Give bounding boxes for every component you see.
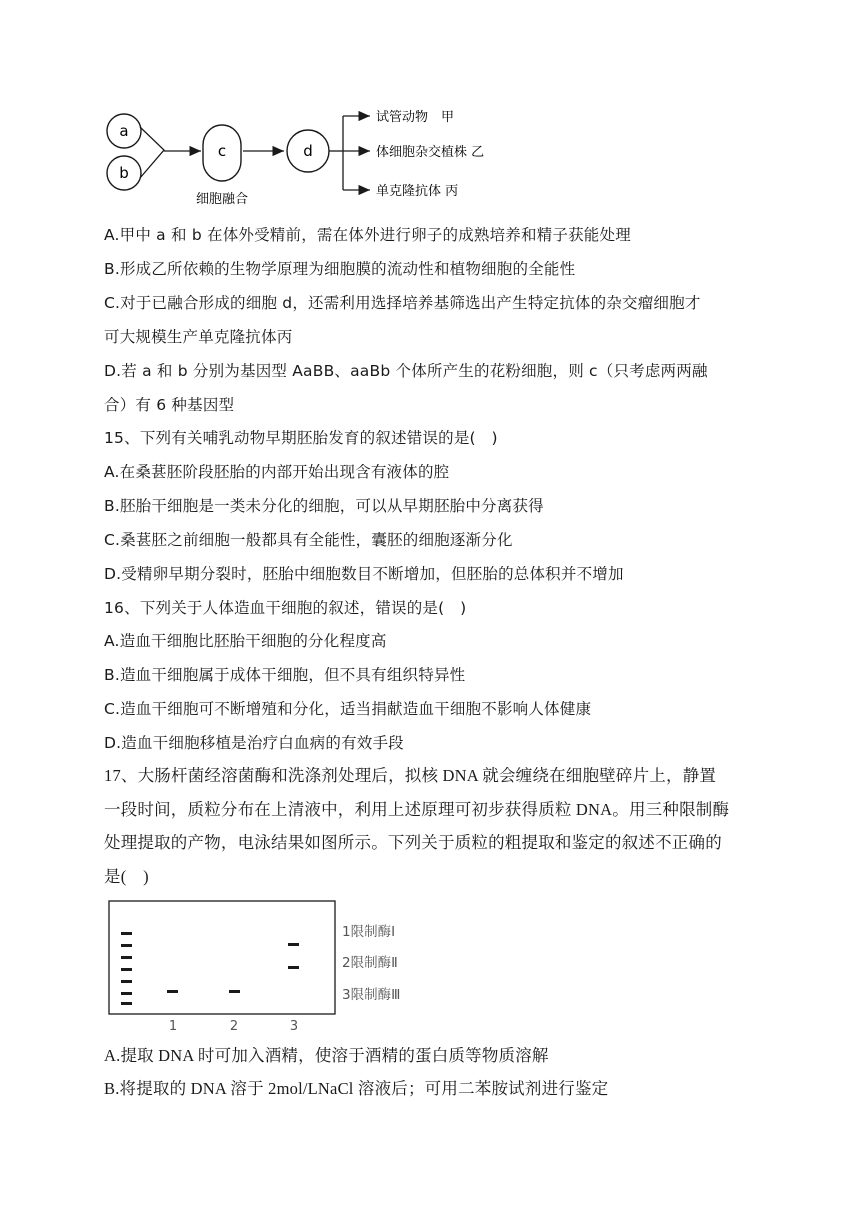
lane-label-2: 2 — [229, 1019, 239, 1034]
legend-enzyme-1: 1限制酶Ⅰ — [342, 924, 396, 940]
ladder-band — [121, 956, 132, 959]
lane-label-3: 3 — [289, 1019, 299, 1034]
cell-c-label: c — [217, 142, 227, 160]
q15-option-c: C.桑葚胚之前细胞一般都具有全能性，囊胚的细胞逐渐分化 — [104, 531, 513, 549]
lane3-band-lower — [288, 966, 299, 969]
q16-option-c: C.造血干细胞可不断增殖和分化，适当捐献造血干细胞不影响人体健康 — [104, 700, 592, 718]
q14-option-d-line2: 合）有 6 种基因型 — [104, 396, 235, 414]
q17-stem-line1: 17、大肠杆菌经溶菌酶和洗涤剂处理后，拟核 DNA 就会缠绕在细胞壁碎片上，静置 — [104, 766, 717, 785]
cell-a — [107, 114, 141, 148]
ladder-band — [121, 992, 132, 995]
cell-a-label: a — [119, 122, 129, 140]
q17-stem-line4: 是( ) — [104, 867, 149, 886]
output-bing: 单克隆抗体 丙 — [376, 184, 459, 199]
q16-option-b: B.造血干细胞属于成体干细胞，但不具有组织特异性 — [104, 666, 466, 684]
gel-frame — [109, 901, 335, 1014]
marker-ladder — [121, 932, 132, 1005]
lane1-band — [167, 990, 178, 993]
cell-b — [107, 156, 141, 190]
q14-option-c-line2: 可大规模生产单克隆抗体丙 — [104, 328, 293, 346]
legend-enzyme-3: 3限制酶Ⅲ — [342, 987, 401, 1003]
ladder-band — [121, 944, 132, 947]
ladder-band — [121, 932, 132, 935]
q14-option-b: B.形成乙所依赖的生物学原理为细胞膜的流动性和植物细胞的全能性 — [104, 260, 576, 278]
q15-option-b: B.胚胎干细胞是一类未分化的细胞，可以从早期胚胎中分离获得 — [104, 497, 544, 515]
gel-electrophoresis-figure — [106, 898, 426, 1038]
output-jia: 试管动物 甲 — [376, 110, 455, 125]
q16-stem: 16、下列关于人体造血干细胞的叙述，错误的是( ) — [104, 599, 467, 617]
cell-d-label: d — [303, 142, 313, 160]
lane-label-1: 1 — [168, 1019, 178, 1034]
q16-option-d: D.造血干细胞移植是治疗白血病的有效手段 — [104, 734, 404, 752]
cell-fusion-diagram — [100, 100, 520, 210]
q15-option-a: A.在桑葚胚阶段胚胎的内部开始出现含有液体的腔 — [104, 463, 450, 481]
merge-lines — [140, 127, 164, 178]
q17-option-a: A.提取 DNA 时可加入酒精，使溶于酒精的蛋白质等物质溶解 — [104, 1046, 549, 1065]
ladder-band — [121, 1002, 132, 1005]
lane3-band-upper — [288, 943, 299, 946]
q17-option-b: B.将提取的 DNA 溶于 2mol/LNaCl 溶液后；可用二苯胺试剂进行鉴定 — [104, 1079, 609, 1098]
ladder-band — [121, 980, 132, 983]
output-yi: 体细胞杂交植株 乙 — [376, 145, 485, 160]
cell-c — [203, 125, 241, 181]
q15-stem: 15、下列有关哺乳动物早期胚胎发育的叙述错误的是( ) — [104, 429, 498, 447]
q14-option-a: A.甲中 a 和 b 在体外受精前，需在体外进行卵子的成熟培养和精子获能处理 — [104, 226, 631, 244]
q15-option-d: D.受精卵早期分裂时，胚胎中细胞数目不断增加，但胚胎的总体积并不增加 — [104, 565, 624, 583]
q16-option-a: A.造血干细胞比胚胎干细胞的分化程度高 — [104, 632, 387, 650]
lane2-band — [229, 990, 240, 993]
cell-d — [287, 130, 329, 172]
q17-stem-line2: 一段时间，质粒分布在上清液中，利用上述原理可初步获得质粒 DNA。用三种限制酶 — [104, 800, 730, 819]
q14-option-c-line1: C.对于已融合形成的细胞 d，还需利用选择培养基筛选出产生特定抗体的杂交瘤细胞才 — [104, 294, 701, 312]
q17-stem-line3: 处理提取的产物，电泳结果如图所示。下列关于质粒的粗提取和鉴定的叙述不正确的 — [104, 833, 722, 852]
q14-option-d-line1: D.若 a 和 b 分别为基因型 AaBB、aaBb 个体所产生的花粉细胞，则 c（只考虑两两融 — [104, 362, 708, 380]
ladder-band — [121, 968, 132, 971]
fusion-label: 细胞融合 — [195, 192, 249, 207]
cell-b-label: b — [119, 164, 129, 182]
legend-enzyme-2: 2限制酶Ⅱ — [342, 955, 398, 971]
